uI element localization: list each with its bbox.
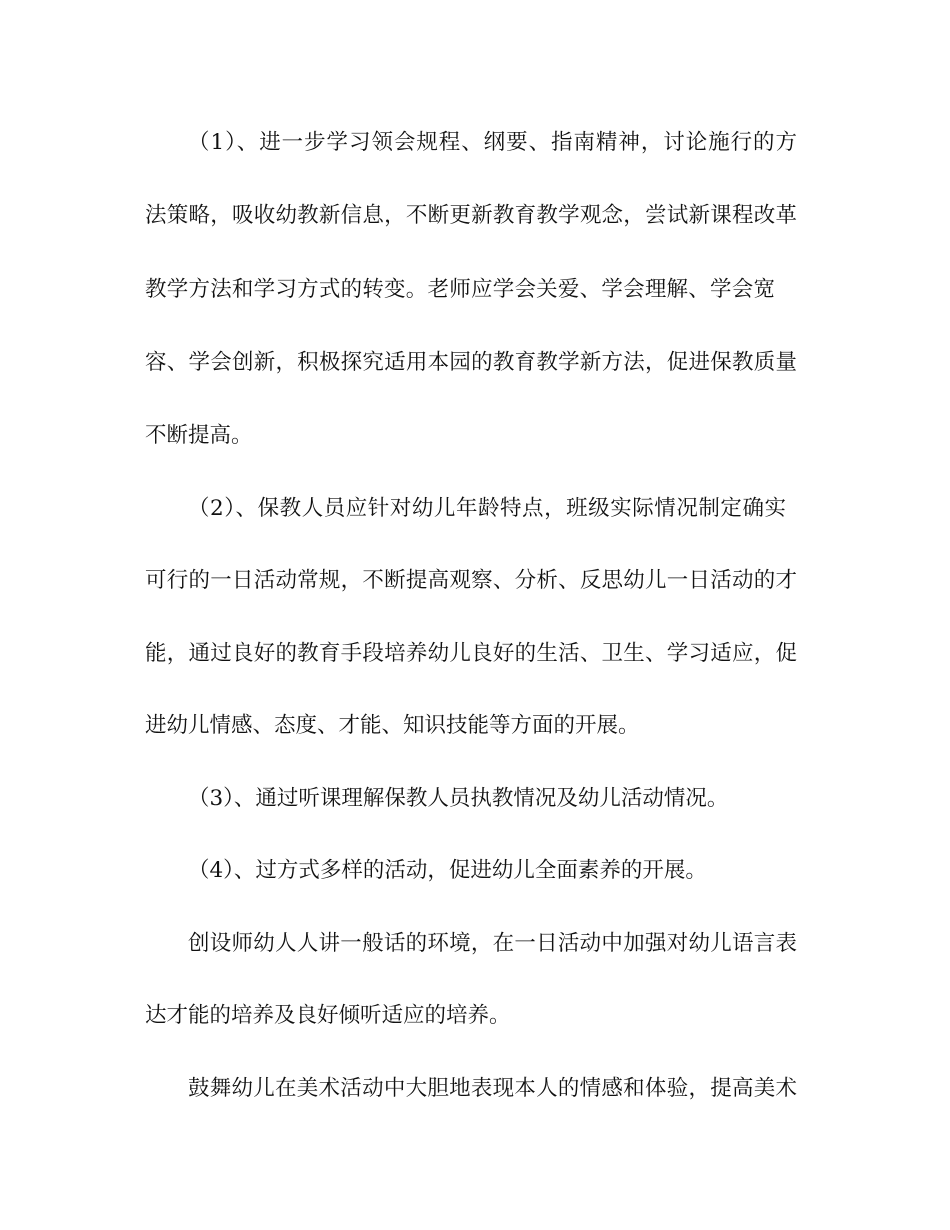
text-line: 能，通过良好的教育手段培养幼儿良好的生活、卫生、学习适应，促 [145, 641, 797, 666]
text-line: 不断提高。 [145, 423, 253, 448]
paragraph-2-line-2 [0, 561, 950, 601]
text-line: （1）、进一步学习领会规程、纲要、指南精神，讨论施行的方 [188, 130, 797, 155]
paragraph-1-line-5 [0, 416, 950, 456]
text-line: （4）、过方式多样的活动，促进幼儿全面素养的开展。 [188, 858, 707, 883]
text-line: 创设师幼人人讲一般话的环境，在一日活动中加强对幼儿语言表 [188, 931, 797, 956]
text-line: 容、学会创新，积极探究适用本园的教育教学新方法，促进保教质量 [145, 350, 797, 375]
text-line: 鼓舞幼儿在美术活动中大胆地表现本人的情感和体验，提高美术 [188, 1076, 797, 1101]
paragraph-3-line-1 [0, 779, 950, 819]
text-line: （2）、保教人员应针对幼儿年龄特点，班级实际情况制定确实 [188, 496, 786, 521]
text-line: （3）、通过听课理解保教人员执教情况及幼儿活动情况。 [188, 786, 729, 811]
paragraph-1-line-3 [0, 270, 950, 310]
paragraph-6-line-1 [0, 1069, 950, 1109]
text-line: 进幼儿情感、态度、才能、知识技能等方面的开展。 [145, 713, 640, 738]
paragraph-4-line-1 [0, 851, 950, 891]
paragraph-2-line-1 [0, 489, 950, 529]
text-line: 达才能的培养及良好倾听适应的培养。 [145, 1003, 511, 1028]
paragraph-2-line-3 [0, 634, 950, 674]
text-line: 可行的一日活动常规，不断提高观察、分析、反思幼儿一日活动的才 [145, 568, 797, 593]
paragraph-5-line-1 [0, 924, 950, 964]
paragraph-5-line-2 [0, 996, 950, 1036]
text-line: 法策略，吸收幼教新信息，不断更新教育教学观念，尝试新课程改革 [145, 203, 797, 228]
paragraph-1-line-1 [0, 123, 950, 163]
text-line: 教学方法和学习方式的转变。老师应学会关爱、学会理解、学会宽 [145, 277, 775, 302]
paragraph-1-line-4 [0, 343, 950, 383]
paragraph-1-line-2 [0, 196, 950, 236]
paragraph-2-line-4 [0, 706, 950, 746]
